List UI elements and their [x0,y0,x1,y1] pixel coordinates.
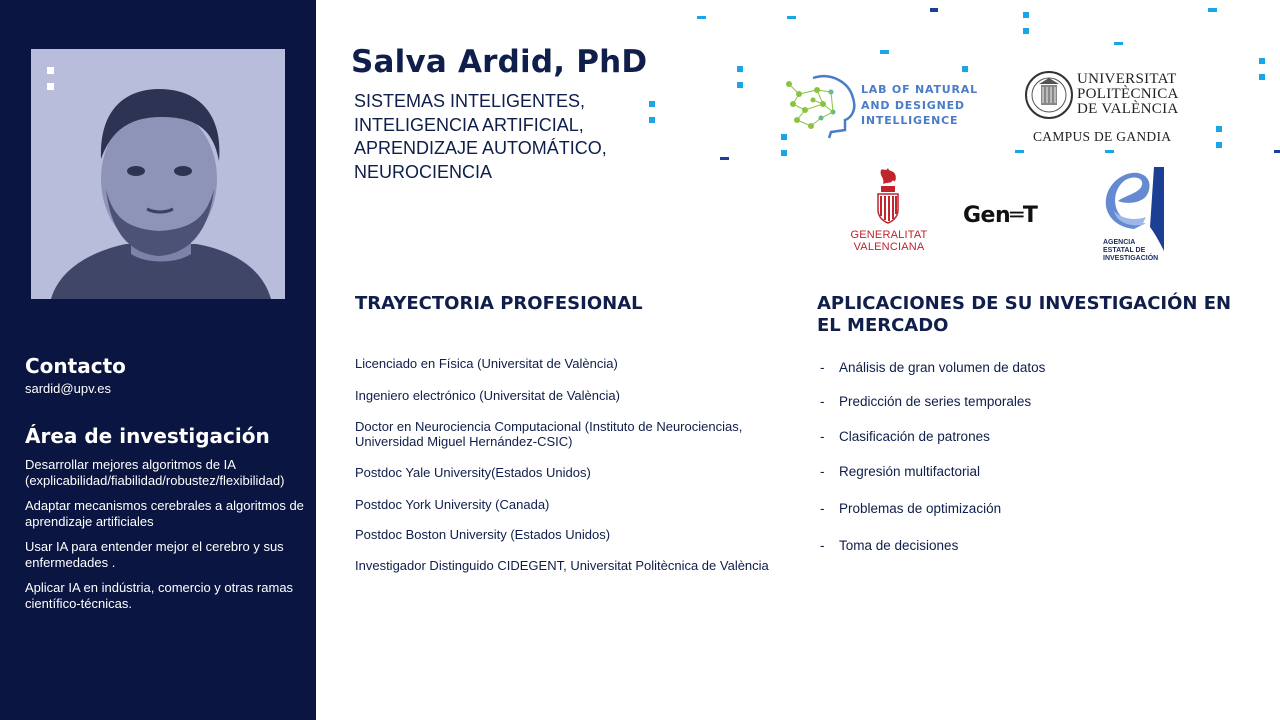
career-item: Investigador Distinguido CIDEGENT, Universitat Politècnica de València [355,558,769,573]
career-item: Postdoc York University (Canada) [355,497,550,512]
brain-network-icon [783,70,859,140]
bullet-dash: - [820,360,825,375]
application-item [820,394,1031,409]
aei-logo-line: ESTATAL DE [1103,247,1146,254]
application-item [820,501,1001,516]
upv-logo-line: POLITÈCNICA [1077,86,1179,102]
profile-photo-illustration [31,49,285,299]
research-item: Desarrollar mejores algoritmos de IA (explicabilidad/fiabilidad/robustez/flexibilidad) [25,457,285,488]
upv-campus-text: CAMPUS DE GANDIA [1033,129,1172,144]
career-item: Postdoc Yale University(Estados Unidos) [355,465,591,480]
research-item: Adaptar mecanismos cerebrales a algoritmos de aprendizaje artificiales [25,498,304,529]
research-item: Aplicar IA en indústria, comercio y otras ramas científico-técnicas. [25,580,294,611]
lab-logo-line: AND DESIGNED [861,98,965,112]
application-label: Análisis de gran volumen de datos [839,360,1046,375]
profile-photo [31,49,285,299]
email-link[interactable]: sardid@upv.es [25,381,111,396]
gent-logo: Gen═T [963,203,1038,228]
gva-logo-text [848,229,930,253]
lab-logo-line: LAB OF NATURAL [861,83,978,96]
application-item [820,538,958,553]
subtitle-line: APRENDIZAJE AUTOMÁTICO, [354,138,607,158]
aei-logo-text [1103,239,1163,263]
bullet-dash: - [820,394,825,409]
aei-logo-line: INVESTIGACIÓN [1103,255,1159,262]
application-label: Regresión multifactorial [839,464,981,479]
bullet-dash: - [820,501,825,516]
research-area-list [25,457,310,621]
upv-logo-text [1077,72,1179,117]
bullet-dash: - [820,538,825,553]
lab-logo-text [861,82,978,129]
career-item: Licenciado en Física (Universitat de València) [355,356,618,371]
application-item [820,464,980,479]
contact-heading: Contacto [25,354,126,378]
application-item [820,429,990,444]
career-item: Doctor en Neurociencia Computacional (Instituto de Neurociencias, Universidad Miguel Hernández-CSIC) [355,419,743,449]
application-label: Predicción de series temporales [839,394,1032,409]
career-heading: TRAYECTORIA PROFESIONAL [355,293,643,314]
career-item: Ingeniero electrónico (Universitat de València) [355,388,620,403]
research-item: Usar IA para entender mejor el cerebro y sus enfermedades . [25,539,284,570]
applications-heading: APLICACIONES DE SU INVESTIGACIÓN EN EL MERCADO [817,293,1232,336]
aei-logo-line: AGENCIA [1103,239,1136,246]
profile-name: Salva Ardid, PhD [351,44,648,80]
profile-subtitle [354,90,654,184]
upv-logo-line: UNIVERSITAT [1077,71,1177,87]
lab-logo-line: INTELLIGENCE [861,114,959,127]
subtitle-line: NEUROCIENCIA [354,161,493,182]
bullet-dash: - [820,464,825,479]
upv-seal-icon [1024,70,1074,120]
gva-logo-line: GENERALITAT [850,229,928,241]
subtitle-line: INTELIGENCIA ARTIFICIAL, [354,114,584,135]
upv-logo-line: DE VALÈNCIA [1077,101,1179,117]
sidebar [0,0,316,720]
application-label: Problemas de optimización [839,501,1002,516]
gva-logo-line: VALENCIANA [853,241,925,253]
research-area-heading: Área de investigación [25,424,270,448]
application-label: Toma de decisiones [839,538,959,553]
application-item [820,360,1045,375]
gva-crest-icon [873,166,903,224]
application-label: Clasificación de patrones [839,429,990,444]
subtitle-line: SISTEMAS INTELIGENTES, [354,91,586,111]
bullet-dash: - [820,429,825,444]
career-item: Postdoc Boston University (Estados Unidos) [355,527,611,542]
